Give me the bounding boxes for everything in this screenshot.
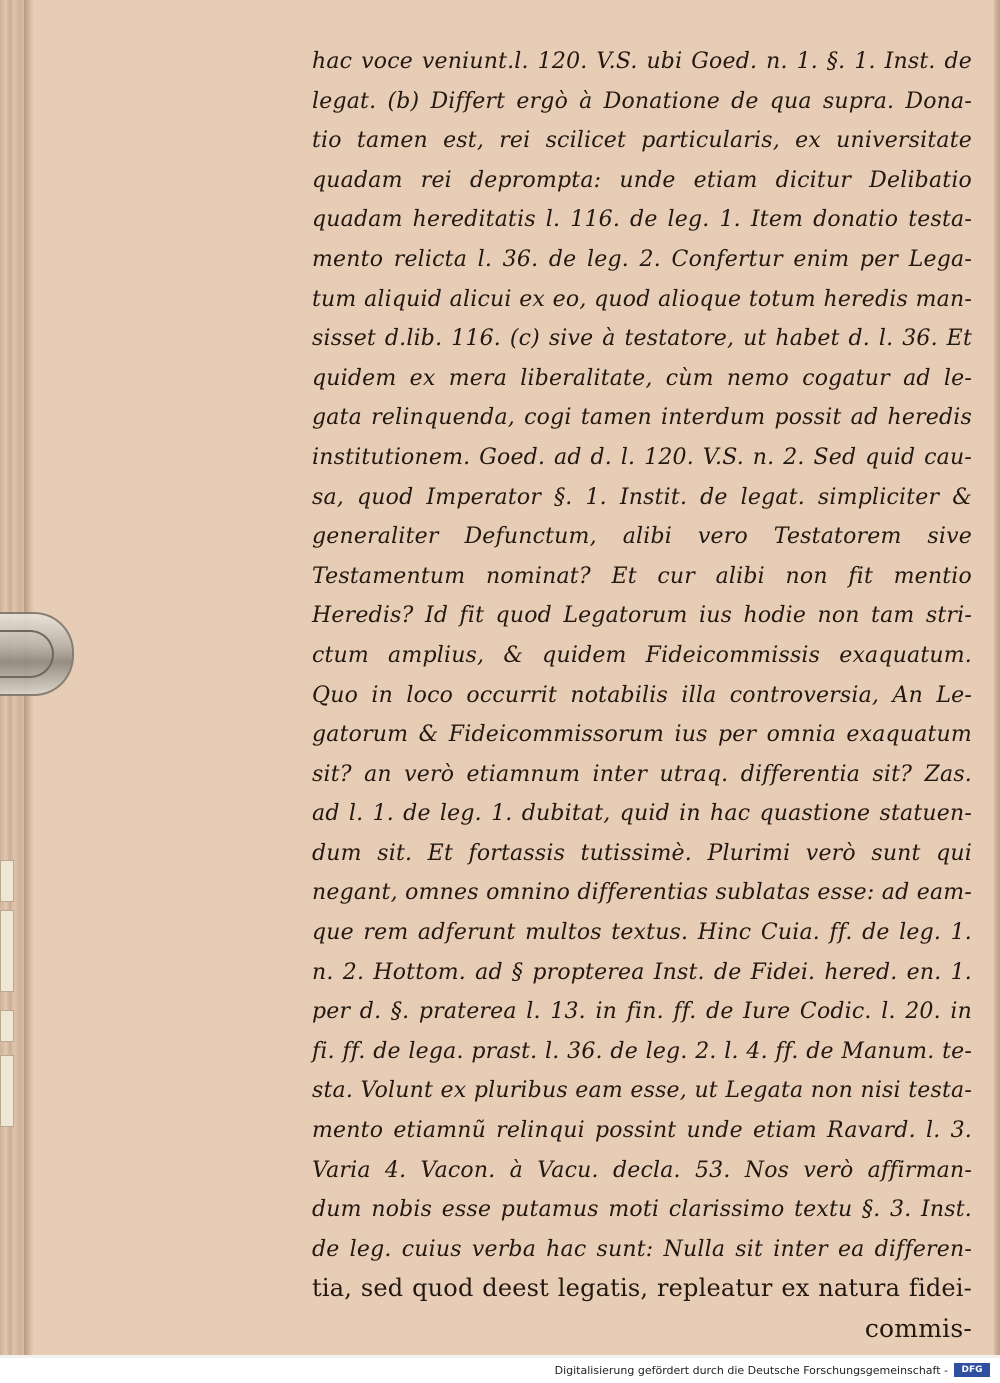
catchword: commis- (864, 1314, 972, 1343)
text-line: sit? an verò etiamnum inter utraq. differentia sit? Zas. (312, 761, 972, 787)
dfg-logo-icon: DFG (954, 1363, 990, 1377)
body-text (312, 42, 972, 1349)
page-tab (0, 910, 14, 992)
text-line: sisset d.lib. 116. (c) sive à testatore, ut habet d. l. 36. Et (312, 326, 972, 352)
text-line: mento etiamnũ relinqui possint unde etiam Ravard. l. 3. (312, 1118, 972, 1144)
text-line: mento relicta l. 36. de leg. 2. Confertur enim per Lega- (312, 246, 972, 272)
text-line: sta. Volunt ex pluribus eam esse, ut Legata non nisi testa- (312, 1078, 972, 1104)
text-line: quadam rei deprompta: unde etiam dicitur Delibatio (312, 167, 972, 193)
right-page-edge (994, 0, 1000, 1355)
page-tab (0, 1010, 14, 1042)
text-line: sa, quod Imperator §. 1. Instit. de legat. simpliciter & (312, 484, 972, 510)
footer-bar (0, 1358, 1000, 1383)
text-line: institutionem. Goed. ad d. l. 120. V.S. n. 2. Sed quid cau- (312, 444, 972, 470)
page-tab (0, 860, 14, 902)
text-line: Varia 4. Vacon. à Vacu. decla. 53. Nos verò affirman- (312, 1157, 972, 1183)
text-line: tum aliquid alicui ex eo, quod alioque totum heredis man- (312, 286, 972, 312)
text-line: Testamentum nominat? Et cur alibi non fit mentio (312, 563, 972, 589)
text-line: per d. §. praterea l. 13. in fin. ff. de Iure Codic. l. 20. in (312, 999, 972, 1025)
text-line: generaliter Defunctum, alibi vero Testatorem sive (312, 524, 972, 550)
funding-notice: Digitalisierung gefördert durch die Deutsche Forschungsgemeinschaft - (554, 1364, 948, 1377)
text-line: Heredis? Id fit quod Legatorum ius hodie non tam stri- (312, 603, 972, 629)
text-line: tio tamen est, rei scilicet particularis, ex universitate (312, 128, 972, 154)
text-line: fi. ff. de lega. prast. l. 36. de leg. 2. l. 4. ff. de Manum. te- (312, 1038, 972, 1064)
text-line: ad l. 1. de leg. 1. dubitat, quid in hac quastione statuen- (312, 801, 972, 827)
paper-clip-inner (0, 630, 54, 678)
text-line: gatorum & Fideicommissorum ius per omnia exaquatum (312, 722, 972, 748)
text-line: quidem ex mera liberalitate, cùm nemo cogatur ad le- (312, 365, 972, 391)
text-line: ctum amplius, & quidem Fideicommissis exaquatum. (312, 642, 972, 668)
text-line: hac voce veniunt.l. 120. V.S. ubi Goed. n. 1. §. 1. Inst. de (312, 49, 972, 74)
page-tab (0, 1055, 14, 1127)
text-line: de leg. cuius verba hac sunt: Nulla sit inter ea differen- (312, 1236, 972, 1262)
text-line: Quo in loco occurrit notabilis illa controversia, An Le- (312, 682, 972, 708)
text-line: gata relinquenda, cogi tamen interdum possit ad heredis (312, 405, 972, 431)
text-line: dum sit. Et fortassis tutissimè. Plurimi verò sunt qui (312, 840, 972, 866)
text-line: que rem adferunt multos textus. Hinc Cuia. ff. de leg. 1. (312, 920, 972, 946)
text-line: legat. (b) Differt ergò à Donatione de qua supra. Dona- (312, 88, 972, 114)
text-line: dum nobis esse putamus moti clarissimo textu §. 3. Inst. (312, 1197, 972, 1223)
text-line: quadam hereditatis l. 116. de leg. 1. Item donatio testa- (312, 207, 972, 233)
text-line: tia, sed quod deest legatis, repleatur ex natura fidei- (312, 1274, 972, 1303)
text-line: n. 2. Hottom. ad § propterea Inst. de Fidei. hered. en. 1. (312, 959, 972, 985)
text-line: negant, omnes omnino differentias sublatas esse: ad eam- (312, 880, 972, 906)
